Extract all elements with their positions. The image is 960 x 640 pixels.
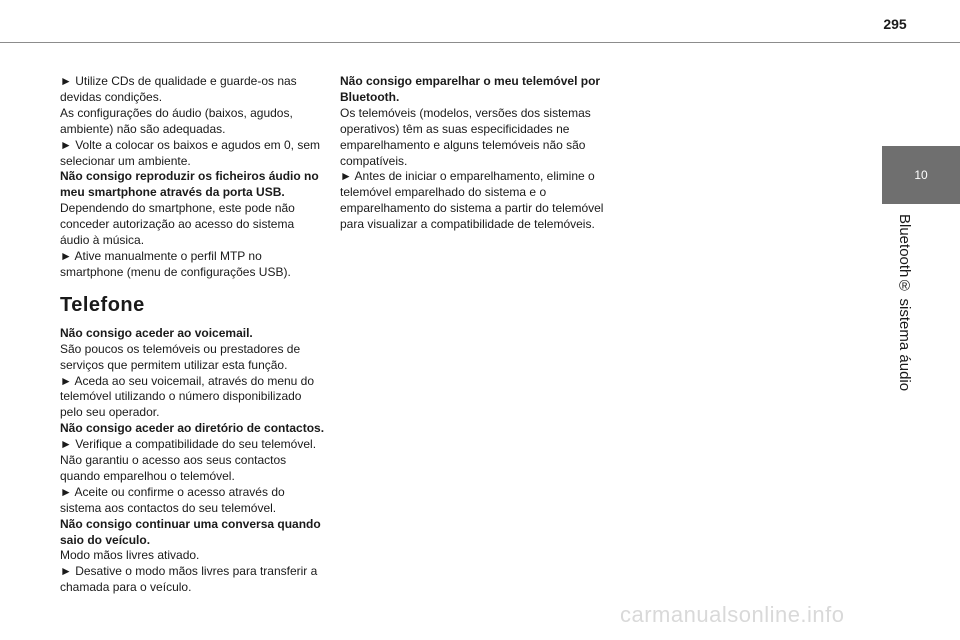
usb-answer-2: ► Ative manualmente o perfil MTP no smartphone (menu de configurações USB).	[60, 248, 291, 279]
pair-answer-1: Os telemóveis (modelos, versões dos sistemas operativos) têm as suas especificidades ne emparelhamento e alguns telemóveis não são compatíveis.	[340, 105, 591, 168]
voicemail-answer-2: ► Aceda ao seu voicemail, através do menu do telemóvel utilizando o número disponibilizado pelo seu operador.	[60, 373, 315, 420]
voicemail-question: Não consigo aceder ao voicemail.	[60, 325, 253, 340]
chapter-tab	[882, 146, 960, 204]
usb-answer-1: Dependendo do smartphone, este pode não conceder autorização ao acesso do sistema áudio à música.	[60, 201, 295, 248]
chapter-title: Bluetooth® sistema áudio	[896, 214, 913, 392]
contacts-answer-2: Não garantiu o acesso aos seus contactos quando emparelhou o telemóvel.	[60, 453, 287, 483]
voicemail-answer-1: São poucos os telemóveis ou prestadores de serviços que permitem utilizar esta função.	[60, 341, 301, 372]
contacts-question: Não consigo aceder ao diretório de contactos.	[60, 421, 325, 436]
call-question: Não consigo continuar uma conversa quando saio do veículo.	[60, 516, 321, 547]
audio-text-2: As configurações do áudio (baixos, agudos, ambiente) não são adequadas.	[60, 105, 293, 136]
pair-answer-2: ► Antes de iniciar o emparelhamento, elimine o telemóvel emparelhado do sistema e o emparelhamento do sistema a partir do telemóvel para visualizar a compatibilidade de telemóveis.	[340, 169, 604, 232]
usb-question: Não consigo reproduzir os ficheiros áudio no meu smartphone através da porta USB.	[60, 169, 319, 200]
chapter-number: 10	[914, 168, 928, 182]
left-column	[60, 74, 326, 596]
audio-text-1: ► Utilize CDs de qualidade e guarde-os nas devidas condições.	[60, 74, 297, 104]
pair-question: Não consigo emparelhar o meu telemóvel por Bluetooth.	[340, 74, 601, 104]
section-title-telefone: Telefone	[60, 293, 145, 316]
contacts-answer-1: ► Verifique a compatibilidade do seu telemóvel.	[60, 437, 317, 452]
audio-text-3: ► Volte a colocar os baixos e agudos em 0, sem selecionar um ambiente.	[60, 137, 321, 168]
header-divider	[0, 42, 960, 43]
call-answer-2: ► Desative o modo mãos livres para transferir a chamada para o veículo.	[60, 564, 318, 595]
right-column	[340, 74, 606, 233]
contacts-answer-3: ► Aceite ou confirme o acesso através do sistema aos contactos do seu telemóvel.	[60, 484, 285, 515]
call-answer-1: Modo mãos livres ativado.	[60, 548, 200, 563]
page-number: 295	[883, 16, 907, 32]
watermark: carmanualsonline.info	[620, 602, 845, 627]
